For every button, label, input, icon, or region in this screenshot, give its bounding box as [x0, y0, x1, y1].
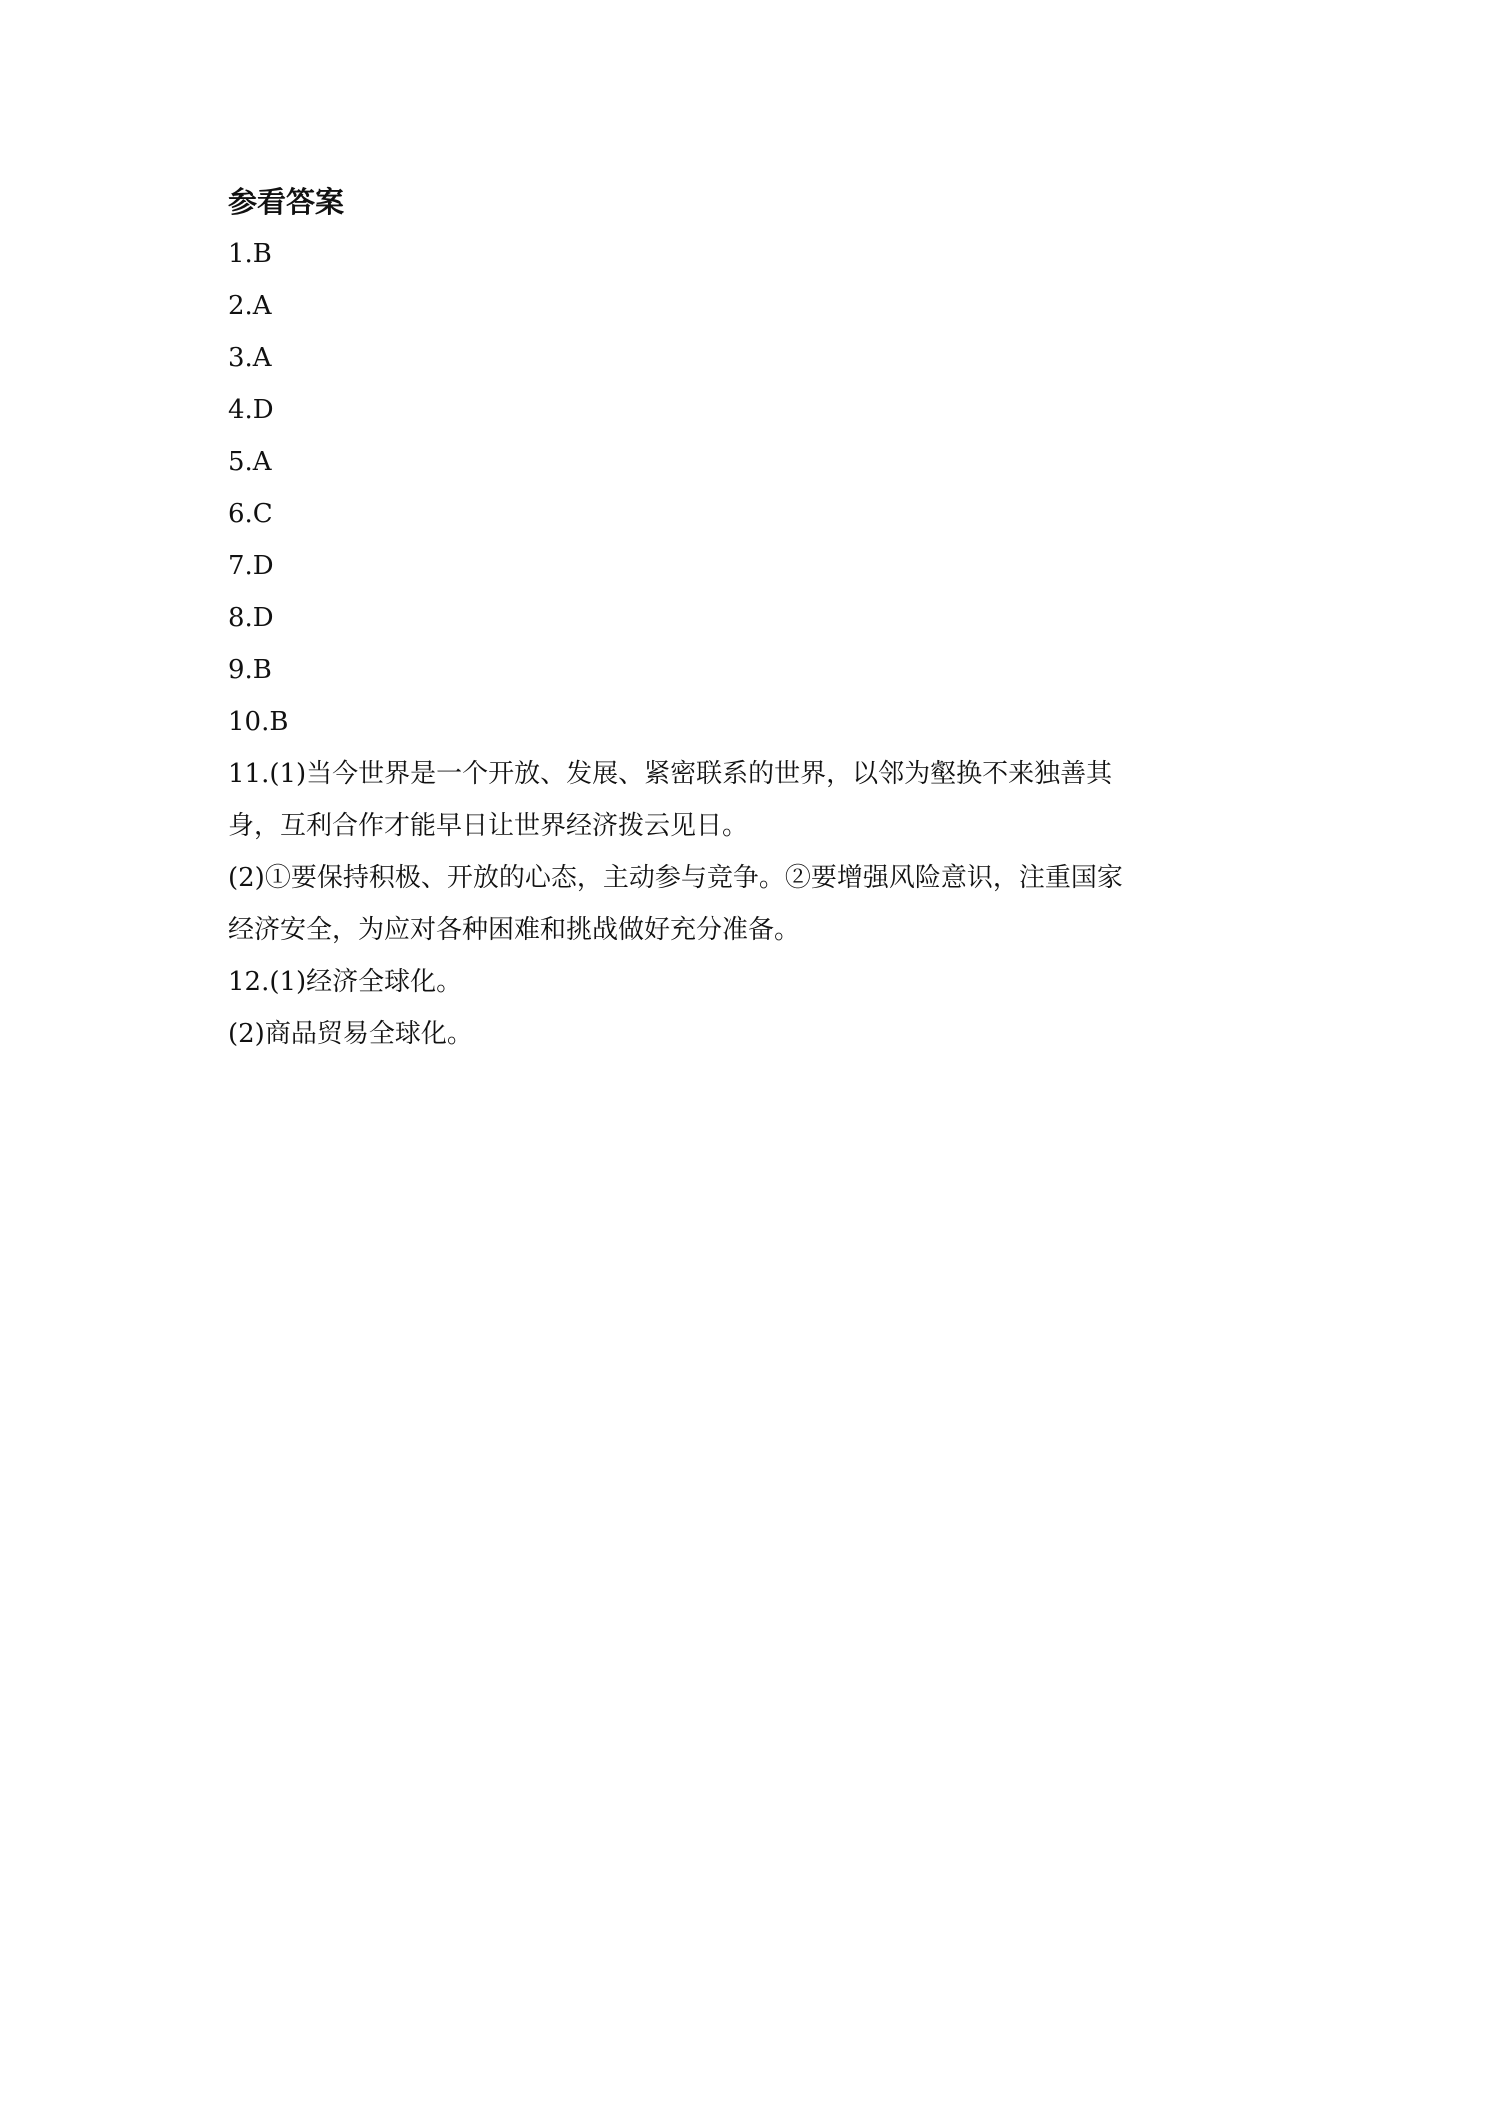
- answer-7: 7.D: [228, 551, 274, 581]
- answer-3: 3.A: [228, 343, 272, 373]
- page-title: 参看答案: [228, 185, 345, 219]
- answer-8: 8.D: [228, 603, 274, 633]
- answer-10: 10.B: [228, 707, 289, 737]
- answer-1: 1.B: [228, 239, 272, 269]
- answer-9: 9.B: [228, 655, 272, 685]
- answer-11-part1-line2: 身，互利合作才能早日让世界经济拨云见日。: [228, 811, 749, 841]
- answer-11-part2-line1: (2)①要保持积极、开放的心态，主动参与竞争。②要增强风险意识，注重国家: [228, 863, 1123, 893]
- answer-key-content: [228, 176, 1268, 1060]
- answer-2: 2.A: [228, 291, 272, 321]
- answer-5: 5.A: [228, 447, 272, 477]
- answer-6: 6.C: [228, 499, 273, 529]
- answer-4: 4.D: [228, 395, 274, 425]
- answer-11-part2-line2: 经济安全，为应对各种困难和挑战做好充分准备。: [228, 915, 801, 945]
- answer-12-part1: 12.(1)经济全球化。: [228, 967, 463, 997]
- answer-11-part1-line1: 11.(1)当今世界是一个开放、发展、紧密联系的世界，以邻为壑换不来独善其: [228, 759, 1113, 789]
- answer-12-part2: (2)商品贸易全球化。: [228, 1019, 473, 1049]
